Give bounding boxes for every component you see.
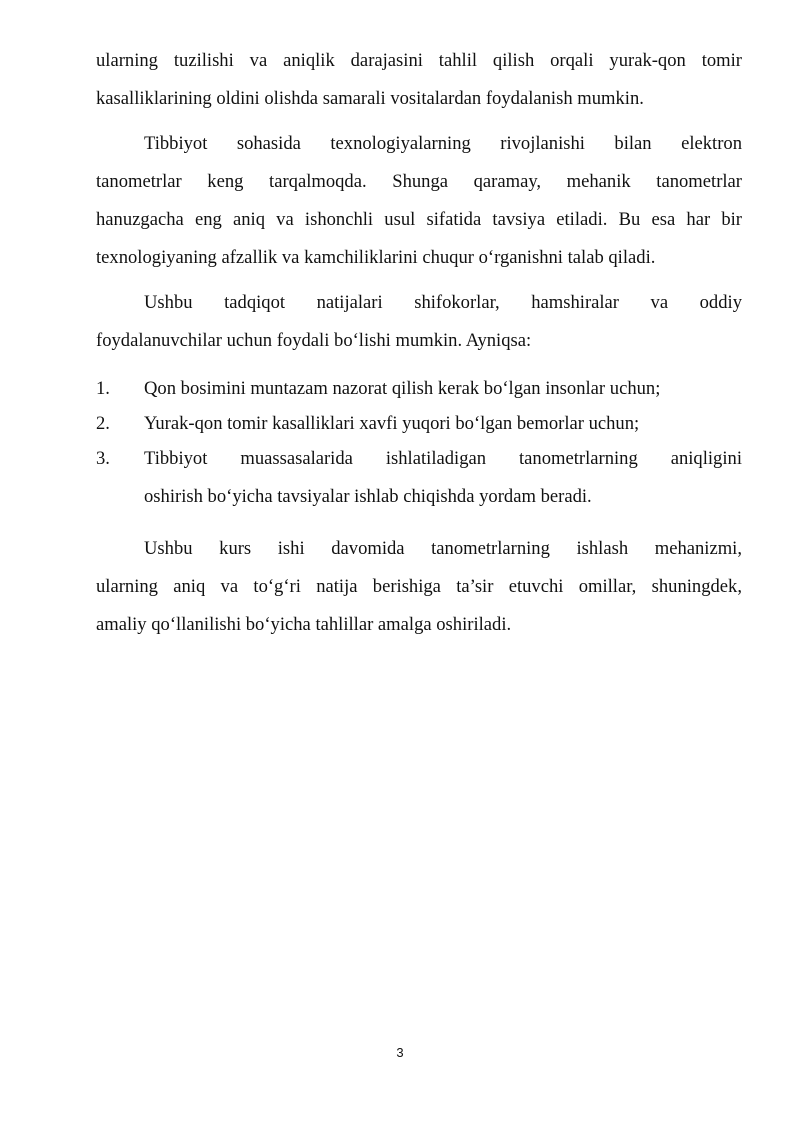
list-item-number: 2. — [96, 413, 110, 434]
paragraph-line: ularning tuzilishi va aniqlik darajasini tahlil qilish orqali yurak-qon tomir — [96, 50, 742, 71]
paragraph-line: ularning aniq va to‘g‘ri natija berishiga ta’sir etuvchi omillar, shuningdek, — [96, 576, 742, 597]
paragraph-line: Ushbu tadqiqot natijalari shifokorlar, hamshiralar va oddiy — [144, 292, 742, 313]
list-item — [96, 405, 742, 443]
paragraph-4 — [96, 530, 742, 644]
paragraph-line: texnologiyaning afzallik va kamchiliklarini chuqur o‘rganishni talab qiladi. — [96, 247, 656, 268]
list-item-line: Yurak-qon tomir kasalliklari xavfi yuqori bo‘lgan bemorlar uchun; — [144, 413, 640, 434]
paragraph-line: kasalliklarining oldini olishda samarali vositalardan foydalanish mumkin. — [96, 88, 644, 109]
list-item-line: Qon bosimini muntazam nazorat qilish kerak bo‘lgan insonlar uchun; — [144, 378, 661, 399]
list-item-number: 1. — [96, 378, 110, 399]
paragraph-line: amaliy qo‘llanilishi bo‘yicha tahlillar amalga oshiriladi. — [96, 614, 512, 635]
list-item-text — [144, 405, 742, 443]
page-number: 3 — [396, 1045, 404, 1060]
list-item-line: oshirish bo‘yicha tavsiyalar ishlab chiqishda yordam beradi. — [144, 486, 592, 507]
paragraph-3 — [96, 284, 742, 360]
paragraph-line: Tibbiyot sohasida texnologiyalarning rivojlanishi bilan elektron — [144, 133, 742, 154]
list-item — [96, 370, 742, 408]
list-item-text — [144, 440, 742, 516]
paragraph-2 — [96, 125, 742, 277]
list-item-text — [144, 370, 742, 408]
list-item-number: 3. — [96, 448, 110, 469]
list-item-line: Tibbiyot muassasalarida ishlatiladigan tanometrlarning aniqligini — [144, 448, 742, 469]
numbered-list — [96, 370, 742, 516]
paragraph-1 — [96, 42, 742, 118]
paragraph-line: hanuzgacha eng aniq va ishonchli usul sifatida tavsiya etiladi. Bu esa har bir — [96, 209, 742, 230]
paragraph-line: Ushbu kurs ishi davomida tanometrlarning ishlash mehanizmi, — [144, 538, 742, 559]
paragraph-line: tanometrlar keng tarqalmoqda. Shunga qaramay, mehanik tanometrlar — [96, 171, 742, 192]
paragraph-line: foydalanuvchilar uchun foydali bo‘lishi mumkin. Ayniqsa: — [96, 330, 532, 351]
list-item — [96, 440, 742, 516]
